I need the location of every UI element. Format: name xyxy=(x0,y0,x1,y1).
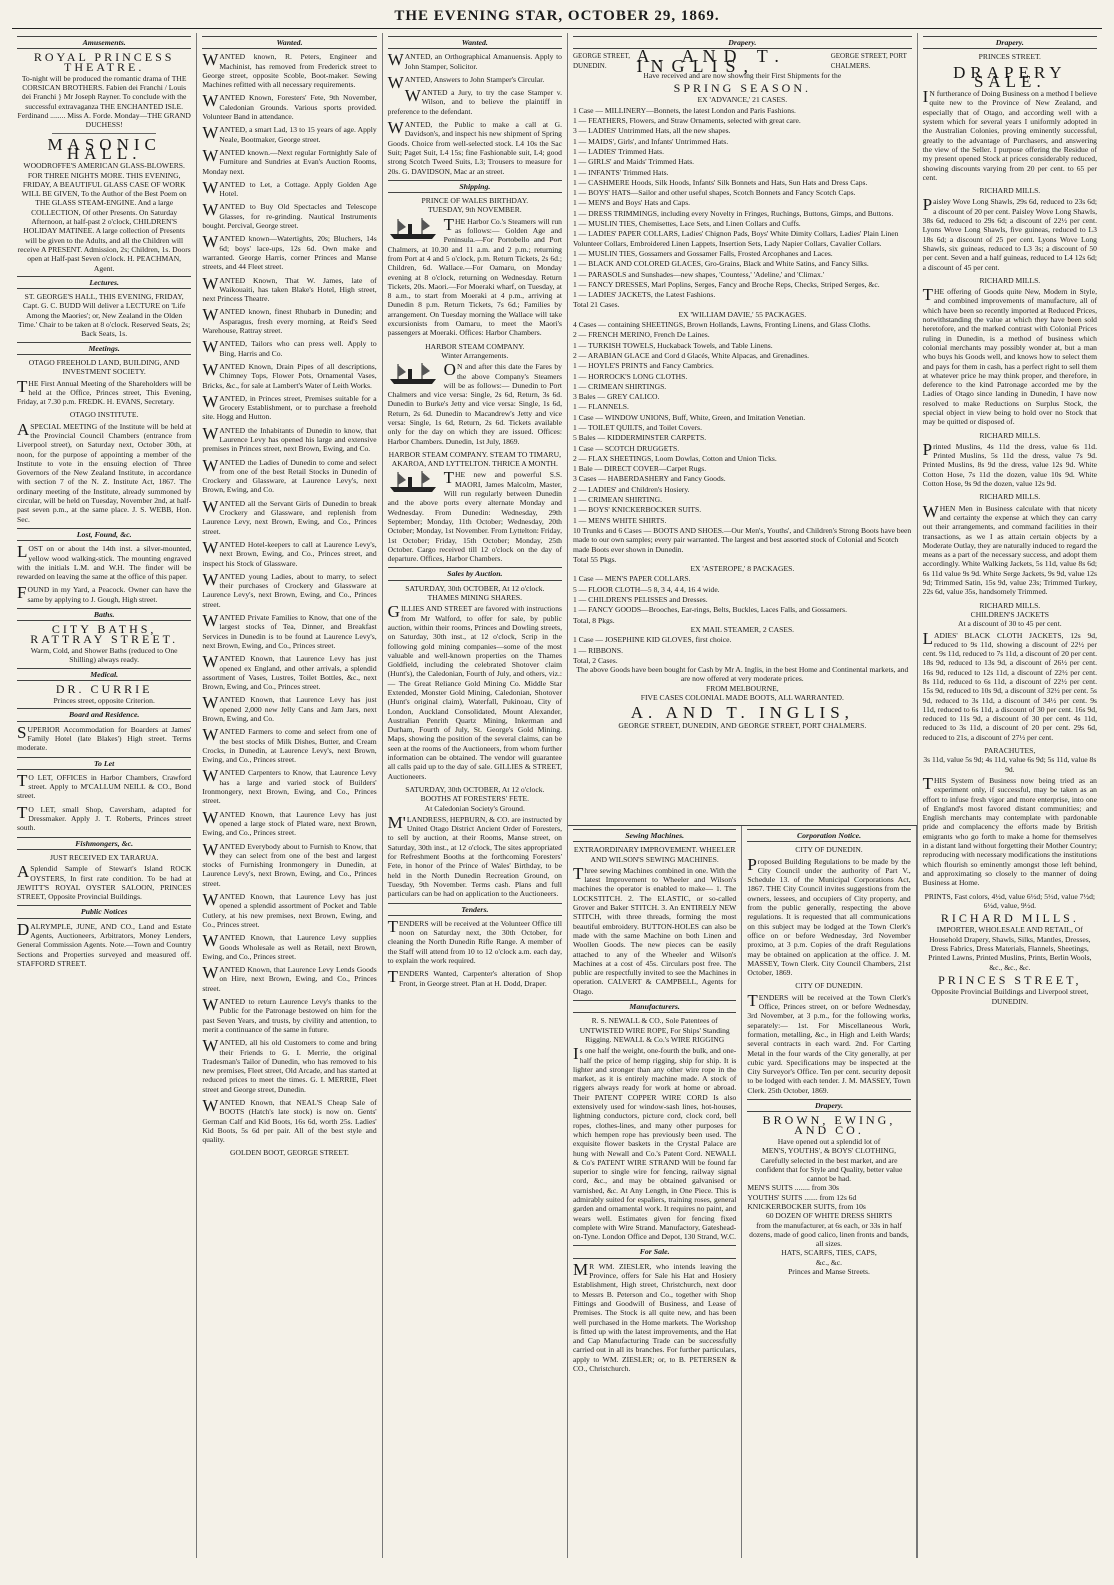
list-item: 1 Case — MILLINERY—Bonnets, the latest London and Paris Fashions. xyxy=(572,105,796,115)
list-item: 1 — CHILDREN'S PELISSES and Dresses. xyxy=(572,595,708,605)
inglis-outro: The above Goods have been bought for Cash by Mr A. Inglis, in the best Home and Continental markets, and are now offered at very moderate prices. xyxy=(576,665,909,684)
list-item: 1 — CRIMEAN SHIRTING. xyxy=(572,495,662,505)
list-item: 5 Bales — KIDDERMINSTER CARPETS. xyxy=(572,433,707,443)
section-wanted: Wanted. xyxy=(202,36,376,49)
list-item: 1 — HOYLE'S PRINTS and Fancy Cambrics. xyxy=(572,361,714,371)
section-medical: Medical. xyxy=(17,668,191,681)
wanted-ad: WANTED Known, Foresters' Fete, 9th November, Caledonian Grounds. Various sports provided. Volunteer Band in attendance. xyxy=(202,91,377,122)
section-drapery: Drapery. xyxy=(923,36,1097,49)
list-item: 1 — CASHMERE Hoods, Silk Hoods, Infants' Silk Bonnets and Hats, Sun Hats and Dress Caps. xyxy=(572,177,868,187)
newall-body: Is one half the weight, one-fourth the bulk, and one-half the price of hemp rigging, ship for ship. It is lighter and stronger than any other wire rope in the market, as it is entirely machine made. A stock of riggers always ready for work at home or abroad. Their PATENT COPPER WIRE CORD Is also extensively used for window-sash lines, hot-houses, lightning conductors, picture cord, clock cord, bell ropes, clothes-lines, and many other purposes for which hempen rope has previously been used. The exquisite flower baskets in the Crystal Palace are hung with Newall and Co.'s Patent Cord. NEWALL & Co's PATENT WIRE STRAND Will be found far superior to single wire for fencing, railway signal cord, &c., and may be obtained galvanised or varnished, &c. At Any Length, in One Piece. This is admirably suited for espaliers, training roses, general garden and ornamental work. It requires no paint, and wears well. Estimates given for fencing fixed complete with Wire Strand. Manufactory, Gateshead-on-Tyne. London Office and Depot, 130 Strand, W.C. xyxy=(572,1044,737,1242)
list-item: 1 — MUSLIN TIES, Gossamers and Gossamer Falls, Frosted Arcophanes and Laces. xyxy=(572,248,833,258)
column-5-lower xyxy=(742,826,916,1558)
board-notice: SUPERIOR Accommodation for Boarders at James' Family Hotel (late Blakes') High street. Terms moderate. xyxy=(17,722,192,753)
wanted-ad: WANTED to Buy Old Spectacles and Telescope Glasses, for re-grinding. Nautical Instruments bought. Percival, George street. xyxy=(202,200,377,231)
theatre-title: ROYAL PRINCESS THEATRE. xyxy=(33,50,175,74)
prince-wales-title: PRINCE OF WALES BIRTHDAY. xyxy=(421,196,529,206)
wanted-ad: WANTED, all his old Customers to come and bring their Friends to G. I. Merrie, the original Tradesman's Tailor of Dunedin, who has removed to his new premises, Fleet street, Old Arcade, and has started at reduced prices to meet the times. G. I. MERRIE, Fleet street and George street, Dunedin. xyxy=(202,1036,377,1094)
ex-advance-total: Total 21 Cases. xyxy=(572,300,620,310)
sale-2-body: M'LANDRESS, HEPBURN, & CO. are instructed by United Otago District Ancient Order of Foresters, to sell by auction, at their Rooms, Manse street, on Saturday, 30th inst., at 12 o'clock, The sites appropriated for Refreshment Booths at the forthcoming Foresters' Fete, in honor of the Prince of Wales' Birthday, to be held in the North Dunedin Recreation Ground, on Tuesday, 9th November. Terms cash. Plans and full particulars can be had on application to the Auctioneers. xyxy=(387,812,562,899)
list-item: 1 — GIRLS' and Maids' Trimmed Hats. xyxy=(572,157,695,167)
sale-2-sub: At Caledonian Society's Ground. xyxy=(424,803,525,813)
harbor-steam-title: HARBOR STEAM COMPANY. xyxy=(425,341,525,351)
wanted-ad: WANTED known.—Next regular Fortnightly Sale of Furniture and Sundries at Evan's Auction Rooms, Monday next. xyxy=(202,145,377,176)
list-item: 5 — FLOOR CLOTH—5 8, 3 4, 4 4, 16 4 wide. xyxy=(572,584,720,594)
paragraph: Printed Muslins, 4s 11d the dress, value 6s 11d. Printed Muslins, 5s 11d the dress, value 7s 9d. Printed Muslins, 8s 9d the dress, value 12s 9d. White Cotton Hose, 7s 11d the dozen, value 10s 9d. White Cotton Hose, 9s 9d the dozen, value 12s 9d. xyxy=(922,439,1097,489)
list-item: 4 Cases — containing SHEETINGS, Brown Hollands, Lawns, Fronting Linens, and Glass Cloths. xyxy=(572,320,871,330)
to-let-2: TO LET, small Shop, Caversham, adapted for Dressmaker. Apply J. T. Roberts, Princes street south. xyxy=(17,802,192,833)
list-item: 1 — MAIDS', Girls', and Infants' Untrimmed Hats. xyxy=(572,136,729,146)
column-2 xyxy=(197,33,382,1558)
list-item: 3 Bales — GREY CALICO. xyxy=(572,392,660,402)
ex-asterope-title: EX 'ASTEROPE,' 8 PACKAGES. xyxy=(690,564,795,574)
fish-body: ASplendid Sample of Stewart's Island ROCK OYSTERS, In first rate condition. To be had at JEWITT'S ROYAL OYSTER SALOON, PRINCES STREET, Opposite Provincial Buildings. xyxy=(17,862,192,902)
masthead: THE EVENING STAR, OCTOBER 29, 1869. xyxy=(12,8,1102,29)
list-item: 1 — FEATHERS, Flowers, and Straw Ornaments, selected with great care. xyxy=(572,116,801,126)
newspaper-page xyxy=(12,8,1102,1568)
newall-title: R. S. NEWALL & CO., Sole Patentees of UNTWISTED WIRE ROPE, For Ships' Standing Rigging. NEWALL & Co.'s WIRE RIGGING xyxy=(579,1016,730,1044)
meeting-body: THE First Annual Meeting of the Shareholders will be held at the Office, Princes street, This Evening, Friday, at 7.30 p.m. FREDK. H. EVANS, Secretary. xyxy=(17,376,192,407)
list-item: 1 — LADIES' Trimmed Hats. xyxy=(572,146,665,156)
wanted-ad: WANTED, an Orthographical Amanuensis. Apply to John Stamper, Solicitor. xyxy=(387,50,562,71)
section-board: Board and Residence. xyxy=(17,708,191,721)
richard-mills-address: Opposite Provincial Buildings and Liverpool street, DUNEDIN. xyxy=(931,987,1089,1006)
wanted-ad: WANTED Known, that Laurence Levy has just opened 2,000 new Jelly Cans and Jam Jars, next Brown, Ewing, and Co. xyxy=(202,693,377,723)
suit-line: YOUTHS' SUITS ....... from 12s 6d xyxy=(747,1192,857,1202)
sale-1-date: SATURDAY, 30th OCTOBER, At 12 o'clock. xyxy=(405,583,545,593)
section-drapery: Drapery. xyxy=(747,1099,910,1112)
tender-1: TENDERS will be received at the Volunteer Office till noon on Saturday next, the 30th October, for cleaning the North Dunedin Rifle Range. A member of the Staff will attend from 10 to 12 o'clock a.m. each day, to explain the work required. xyxy=(387,916,562,966)
section-drapery: Drapery. xyxy=(573,36,912,49)
steamship-icon xyxy=(388,468,440,494)
section-sales: Sales by Auction. xyxy=(388,567,562,580)
wanted-ad: WANTED, in Princes street, Premises suitable for a Grocery Establishment, or to purchase a freehold site. Hogg and Hutton. xyxy=(202,391,377,422)
ex-william-davie-title: EX 'WILLIAM DAVIE,' 55 PACKAGES. xyxy=(678,309,807,319)
column-3 xyxy=(383,33,568,1558)
tender-2: TENDERS Wanted, Carpenter's alteration of Shop Front, in George street. Plan at H. Dodd, Draper. xyxy=(387,967,562,988)
list-item: 1 — RIBBONS. xyxy=(572,645,623,655)
to-let-1: TO LET, OFFICES in Harbor Chambers, Crawford street. Apply to M'CALLUM NEILL & CO., Bond street. xyxy=(17,770,192,801)
suit-line: MEN'S SUITS ........ from 30s xyxy=(747,1183,839,1193)
lost-notice: LOST on or about the 14th inst. a silver-mounted, yellow wood walking-stick. The mounting engraved with the initials L.M. and W.H. The finder will be rewarded on leaving the same at the office of this paper. xyxy=(17,542,192,582)
wanted-ad: WANTED to return Laurence Levy's thanks to the Public for the Patronage bestowed on him for the past Seven Years, and trusts, by civility and attention, to merit a continuance of the same in future. xyxy=(202,995,377,1034)
wanted-ad: WANTED known, R. Peters, Engineer and Machinist, has removed from Frederick street to George street, opposite Scoble, Boot-maker. Sewing Machines refitted with all necessary requirements. xyxy=(202,50,377,90)
list-item: 1 — MUSLIN TIES, Chemisettes, Lace Sets, and Linen Collars and Cuffs. xyxy=(572,219,801,229)
childrens-jackets-sub: At a discount of 30 to 45 per cent. xyxy=(958,619,1062,629)
found-notice: FOUND in my Yard, a Peacock. Owner can have the same by applying to J. Gough, High street. xyxy=(17,583,192,604)
wanted-ad: WANTED Known, that Laurence Levy has just opened a splendid assortment of Pocket and Table Cutlery, at his new premises, next Brown, Ewing, and Co., Princes street. xyxy=(202,890,377,929)
list-item: 1 — MEN'S WHITE SHIRTS. xyxy=(572,515,667,525)
list-item: 2 — LADIES' and Children's Hosiery. xyxy=(572,484,690,494)
wanted-ad: WANTED Known, Drain Pipes of all descriptions, Chimney Tops, Flower Pots, Ornamental Vases, Bricks, &c., for sale at Lambert's Water of Leith Works. xyxy=(202,359,377,390)
princes-street: PRINCES STREET. xyxy=(978,52,1041,62)
section-baths: Baths. xyxy=(17,608,191,621)
inglis-right-address: GEORGE STREET, PORT CHALMERS. xyxy=(830,52,907,70)
masonic-body: WOODROFFE'S AMERICAN GLASS-BLOWERS. FOR THREE NIGHTS MORE. THIS EVENING, FRIDAY, A BEAUTIFUL GLASS CASE OF WORK WILL BE GIVEN, To the Author of the Best Poem on THE GLASS STEAM-ENGINE. And a large COLLECTION, Of other Presents. On Saturday Afternoon, at half-past 2 o'clock, CHILDREN'S HOLIDAY MATINEE. A large collection of Presents will be given to the Adults, and all the Children will receive A PRESENT. Admission, 2s; Children, 1s. Doors open at Half-past Seven o'clock. H. PEACHMAN, Agent. xyxy=(17,161,191,273)
baths-title: CITY BATHS, RATTRAY STREET. xyxy=(30,622,179,646)
list-item: 1 — INFANTS' Trimmed Hats. xyxy=(572,167,669,177)
list-item: 1 Case — MEN'S PAPER COLLARS. xyxy=(572,574,691,584)
lower-columns xyxy=(568,825,917,1558)
signature: RICHARD MILLS. xyxy=(979,600,1041,610)
institute-body: ASPECIAL MEETING of the Institute will be held at the Provincial Council Chambers (entrance from Liverpool street), on Saturday next, October 30th, at noon, for the purpose of appointing a member of the Institute to vote in the ensuing election of Three Governors of the New Zealand Institute, in accordance with section 7 of the N. Z. Institute Act, 1867. The ordinary meeting of the Institute, already summoned by circular, will be held on Tuesday, November 2nd, at half-past seven p.m., at the same place. J. S. WEBB, Hon. Sec. xyxy=(17,419,192,524)
paragraph: Paisley Wove Long Shawls, 29s 6d, reduced to 23s 6d; a discount of 20 per cent. Paisley Wove Long Shawls, 38s 6d, reduced to 29s 6d; a discount of 22½ per cent. Lyons Wove Long Shawls, five guineas, reduced to L3 18s 6d; a discount of 25 per cent. Lyons Wove Long Shawls, six guineas, reduced to L3 3s; a discount of 50 per cent. Seven and a half guineas, reduced to L4 12s 6d; a discount of 45 per cent. xyxy=(922,195,1097,272)
list-item: 1 — TURKISH TOWELS, Huckaback Towels, and Table Linens. xyxy=(572,340,773,350)
list-item: 3 Cases — HABERDASHERY and Fancy Goods. xyxy=(572,474,726,484)
prince-wales-date: TUESDAY, 9th NOVEMBER. xyxy=(427,205,522,215)
list-item: 1 — HORROCK'S LONG CLOTHS. xyxy=(572,371,688,381)
divider xyxy=(52,133,157,134)
harbor-steam-body: ON and after this date the Fares by the above Company's Steamers will be as follows:— Dunedin to Port Chalmers and vice versa: Single, 2s 6d, Return, 3s 6d. Dunedin to Burke's Jetty and vice versa: Single, 1s 6d, Return, 2s 6d. Dunedin to Macandrew's Jetty and vice versa: Single, 1s 6d, Return, 2s 6d. Tickets available only for the day on which they are issued. Offices: Harbor Chambers. Dunedin, 1st July, 1869. xyxy=(387,360,562,446)
wanted-ad: WANTED Carpenters to Know, that Laurence Levy has a large and varied stock of Builders' Ironmongery, next Brown, Ewing, and Co., Princes street. xyxy=(202,766,377,806)
brown-ewing-clothing: MEN'S, YOUTHS', & BOYS' CLOTHING, xyxy=(762,1146,896,1156)
section-for-sale: For Sale. xyxy=(573,1245,736,1258)
signature: RICHARD MILLS. xyxy=(979,492,1041,502)
masonic-title: MASONIC HALL. xyxy=(47,134,161,163)
list-item: 1 — BOYS' HATS—Sailor and other useful shapes, Scotch Bonnets and Fancy Scotch Caps. xyxy=(572,188,856,198)
wanted-ad: WANTED Private Families to Know, that one of the largest stocks of Tea, Dinner, and Breakfast Services in Dunedin is to be found at Laurence Levy's, next Brown, Ewing, and Co., Princes street. xyxy=(202,611,377,650)
list-item: 3 — LADIES' Untrimmed Hats, all the new shapes. xyxy=(572,126,731,136)
paragraph: IN furtherance of Doing Business on a method I believe quite new to the Province of New Zealand, and especially that of Otago, and according well with a system which for several years I uniformly adopted in the Australian Colonies, proving eminently successful, greatly to the advantage of Purchasers, and answering the view of the Seller. I purpose offering the Residue of my present opened Stock at prices considerably reduced, showing discounts varying from 20 per cent. to 65 per cent. xyxy=(922,87,1097,182)
list-item: 1 Bale — DIRECT COVER—Carpet Rugs. xyxy=(572,464,707,474)
section-manufacturers: Manufacturers. xyxy=(573,1000,736,1013)
richard-mills-title: RICHARD MILLS. xyxy=(940,911,1079,926)
list-item: 1 — PARASOLS and Sunshades—new shapes, 'Countess,' 'Adeline,' and 'Climax.' xyxy=(572,269,825,279)
sewing-body: Three sewing Machines combined in one. With the latest Improvement to Wheeler and Wilson's machines the operator is enabled to make— 1. The LOCKSTITCH. 2. The ELASTIC, or so-called Grover and Baker STITCH. 3. An ENTIRELY NEW STITCH, with three threads, forming the most beautiful embroidery. BUTTON-HOLES can also be made with the same Machine on both Linen and Woollen Goods. The new pieces can be easily attached to any of the Wheeler and Wilson's Machines at a cost of 45s. Circulars post free. The public are respectfully invited to see the Machines in operation. CALVERT & CAMPBELL, Agents for Otago. xyxy=(572,863,737,996)
corp-1-title: CITY OF DUNEDIN. xyxy=(795,845,863,855)
section-lectures: Lectures. xyxy=(17,276,191,289)
wanted-ad: WANTED Known, that Laurence Levy supplies Goods Wholesale as well as Retail, next Brown, Ewing, and Co., Princes street. xyxy=(202,931,377,961)
paragraph: WHEN Men in Business calculate with that nicety and certainty the expense at which they can carry out their arrangements, and command facilities in their transactions, as we I as attain certain objects by a Moderate Outlay, they are naturally induced to regard the means as a part of the necessary success, and adopt them accordingly. White Walking Jackets, 5s 11d, value 8s 6d; 6s 11d value 9s 9d. White Serge Jackets, 9s 9d, value 12s 9d; Trimmed Satin, 15s 9d, value 23s; Trimmed Turkey, 22s 6d, value 35s, handsomely Trimmed. xyxy=(922,501,1097,597)
theatre-body: To-night will be produced the romantic drama of THE CORSICAN BROTHERS. Fabien dei Franchi / Louis dei Franchi } Mr Joseph Rayner. To conclude with the successful extravaganza THE ENCHANTED ISLE. Ferdinand ........ Miss A. Forde. Monday—THE GRAND DUCHESS! xyxy=(17,73,191,130)
brown-ewing-body-2: Carefully selected in the best market, and are confident that for Style and Quality, better value cannot be had. xyxy=(755,1155,903,1184)
wanted-ad: WANTED known—Watertights, 20s; Bluchers, 14s 6d; boys' lace-ups, 12s 6d. Own make and warranted. George Harris, corner Princes and Manse streets, and 44 Fleet street. xyxy=(202,232,377,272)
harbor-steam-2-title: HARBOR STEAM COMPANY. STEAM TO TIMARU, AKAROA, AND LYTTELTON. THRICE A MONTH. xyxy=(388,449,561,469)
list-item: 1 — LADIES' JACKETS, the Latest Fashions. xyxy=(572,290,716,300)
column-1 xyxy=(12,33,197,1558)
wanted-ad: WANTED Known, that Laurence Levy Lends Goods on Hire, next Brown, Ewing, and Co., Princes street. xyxy=(202,963,377,993)
section-tenders: Tenders. xyxy=(388,903,562,916)
inglis-address: GEORGE STREET, DUNEDIN, AND GEORGE STREET, PORT CHALMERS. xyxy=(618,720,867,730)
wanted-ad: WANTED, the Public to make a call at G. Davidson's, and inspect his new shipment of Spring Goods. Choice from well-selected stock. L4 10s the Sac Suit; Paget Suit, L4 15s; fine Fashionable suit, L4; good strong Scotch Tweed Suits, L3; Trousers to measure for 20s. G. DAVIDSON, Mac ar an street. xyxy=(387,118,562,176)
wanted-ad: WANTED Known, that Laurence Levy has just opened ex England, and other arrivals, a splendid assortment of Vases, Lustres, Toilet Bottles, &c., next Brown, Ewing, and Co., Princes street. xyxy=(202,652,377,692)
baths-body: Warm, Cold, and Shower Baths (reduced to One Shilling) always ready. xyxy=(30,645,178,665)
brown-ewing-address: Princes and Manse Streets. xyxy=(788,1267,870,1277)
signature: RICHARD MILLS. xyxy=(979,186,1041,196)
section-to-let: To Let xyxy=(17,757,191,770)
sale-1-body: GILLIES AND STREET are favored with instructions from Mr Walford, to offer for sale, by public auction, within their rooms, Princes and Dowling streets, on Saturday, 30th inst., at 12 o'clock, Scrip in the following gold mining companies—some of the most valuable and well-known properties on the Thames Goldfield, including the celebrated Shotover claim (Hunt's), the Caledonian, Fourth of July, and others, viz.:— The Great Reliance Gold Mining Co. Middle Star Extended, Monster Gold Mining, Caledonian, Shotover (Hunt's original claim), Waterfall, Pukinoau, City of London, Auckland Consolidated, Mount Alexander, Australian Penrith Quartz Mining, Inkerman and Durham, Fourth of July, St. George's Gold Mining. Maps, showing the position of the several claims, can be seen at the rooms of the Auctioneers, from whom further information can be obtained. The vendor will guarantee all calls paid up to the day of sale. GILLIES & STREET, Auctioneers. xyxy=(387,602,562,781)
wanted-ad: WANTED Farmers to come and select from one of the best stocks of Milk Dishes, Butter, and Cream Crocks, in Dunedin, at Laurence Levy's, next Brown, Ewing, and Co., Princes street. xyxy=(202,725,377,765)
wanted-ad: WANTED the Inhabitants of Dunedin to know, that Laurence Levy has opened his large and extensive premises in Princes street, next Brown, Ewing, and Co. xyxy=(202,423,377,454)
list-item: 1 — FANCY GOODS—Brooches, Ear-rings, Belts, Buckles, Laces Falls, and Gossamers. xyxy=(572,605,848,615)
prince-wales-body: THE Harbor Co.'s Steamers will run as follows:— Golden Age and Peninsula.—For Portobello and Port Chalmers, at 10.30 and 11 a.m. and 2 p.m.; returning from Port at 4 and 5 o'clock, p.m. Return Tickets, 2s 6d.; Children, 6d. Wallace.—For Oamaru, on Monday evening at 8 o'clock, returning on Wednesday. Return Tickets, 20s. Maori.—For Moeraki wharf, on Tuesday, at 8 a.m., to start from Moeraki at 4 p.m., arriving at Dunedin 8 p.m. Return Tickets, 7s 6d.; Families by arrangement. On Tuesday morning the Wallace will take excursionists from Oamaru, to meet the Maori's passengers at Moeraki. Offices: Harbor Chambers. xyxy=(387,214,562,338)
wanted-ad: WANTED, a smart Lad, 13 to 15 years of age. Apply Neale, Bootmaker, George street. xyxy=(202,123,377,144)
wanted-ad: WANTED Everybody about to Furnish to Know, that they can select from one of the best and largest stocks of Furnishing Ironmongery in Dunedin, at Laurence Levy's, next Brown, Ewing, and Co., Princes street. xyxy=(202,839,377,888)
ex-mail-steamer-title: EX MAIL STEAMER, 2 CASES. xyxy=(690,624,795,634)
season-title: SPRING SEASON. xyxy=(673,81,811,96)
parachutes-title: PARACHUTES, xyxy=(984,746,1036,756)
lecture-body: ST. GEORGE'S HALL, THIS EVENING, FRIDAY, Capt. G. C. BUDD Will deliver a LECTURE on 'Life Among the Maories'; or, New Zealand in the Olden Time.' Chair to be taken at 8 o'clock. Reserved Seats, 2s; Back Seats, 1s. xyxy=(18,292,191,339)
list-item: 2 — ARABIAN GLACE and Cord d Glacés, White Alpacas, and Grenadines. xyxy=(572,350,810,360)
sewing-title: EXTRAORDINARY IMPROVEMENT. WHEELER AND WILSON'S SEWING MACHINES. xyxy=(573,845,736,864)
corp-2-title: CITY OF DUNEDIN. xyxy=(795,981,863,991)
section-wanted: Wanted. xyxy=(388,36,562,49)
wanted-list xyxy=(202,52,376,1144)
list-item: 1 — MEN'S and Boys' Hats and Caps. xyxy=(572,198,691,208)
brown-ewing-body: Have opened out a splendid lot of xyxy=(777,1136,881,1146)
brown-ewing-etc: &c., &c. xyxy=(815,1257,843,1267)
section-public-notices: Public Notices xyxy=(17,905,191,918)
steamship-icon xyxy=(388,215,440,241)
list-item: 10 Trunks and 6 Cases — BOOTS AND SHOES.—Our Men's, Youths', and Children's Strong Boots have been made to our own samples; every pair warranted. The largest and best assorted stock of Colonial and Scotch made Boots ever shown in Dunedin. xyxy=(572,525,912,554)
medical-title: DR. CURRIE xyxy=(55,681,153,696)
medical-body: Princes street, opposite Criterion. xyxy=(53,696,155,706)
section-fishmongers: Fishmongers, &c. xyxy=(17,837,191,850)
wanted-ad: WANTED Known, That W. James, late of Waikouaiti, has taken Blake's Hotel, High street, next Princess Theatre. xyxy=(202,273,377,304)
list-item: 1 — DRESS TRIMMINGS, including every Novelty in Fringes, Ruchings, Buttons, Gimps, and Buttons. xyxy=(572,208,894,218)
list-item: 2 — FLAX SHEETINGS, Loom Dowlas, Cotton and Union Ticks. xyxy=(572,453,777,463)
golden-boot-footer: GOLDEN BOOT, GEORGE STREET. xyxy=(230,1148,349,1158)
list-item: 1 — TOILET QUILTS, and Toilet Covers. xyxy=(572,422,702,432)
column-4-lower xyxy=(568,826,742,1558)
section-shipping: Shipping. xyxy=(388,180,562,193)
columns xyxy=(12,33,1102,1558)
wanted-ad: WANTED all the Servant Girls of Dunedin to break Crockery and Glassware, and replenish from Laurence Levy, next Brown, Ewing, and Co., Princes street. xyxy=(202,496,377,536)
list-item: 1 — BOYS' KNICKERBOCKER SUITS. xyxy=(572,505,702,515)
ex-mail-steamer-total: Total, 2 Cases. xyxy=(572,655,618,665)
sale-1-title: THAMES MINING SHARES. xyxy=(427,593,522,603)
section-meetings: Meetings. xyxy=(17,342,191,355)
institute-title: OTAGO INSTITUTE. xyxy=(69,410,139,420)
paragraph: THIS System of Business now being tried as an experiment only, if successful, may be taken as an effort to infuse fresh vigor and more enterprise, into one of England's most favored distant communities; and English merchants may contemplate with pardonable pride and complacency the efforts made by British emigrants who go forth to make a home for themselves in a distant land without forgetting their Mother Country; reproducing with necessary modifications the institutions which flourish so eminently amongst those left behind, and approximating so closely to the manner of doing Business at Home. xyxy=(922,773,1097,888)
list-item: 1 — CRIMEAN SHIRTINGS. xyxy=(572,381,667,391)
list-item: 2 — FRENCH MERINO, French De Laines. xyxy=(572,330,710,340)
corp-1-body: Proposed Building Regulations to be made by the City Council under the authority of Part V., Schedule 13. of the Municipal Corporations Act, 1867. THE City Council invites suggestions from the owners, lessees, and occupiers of City property, and from the public generally, respecting the above regulations. It is requested that all communications on this subject may be lodged at the Town Clerk's office on or before Wednesday, 3rd November proximo, at 3 p.m. Copies of the draft Regulations may be obtained on application at the office. J. M. MASSEY, Town Clerk. City Council Chambers, 21st October, 1869. xyxy=(747,854,911,978)
inglis-intro: Have received and are now showing their First Shipments for the xyxy=(643,70,842,80)
brown-ewing-title: BROWN, EWING, AND CO. xyxy=(762,1113,896,1137)
harbor-steam-2-body: THE new and powerful S.S. MAORI, James Malcolm, Master, Will run regularly between Dunedin and the above ports every alternate Monday and Wednesday. From Dunedin: Wednesday, 29th September; Monday, 11th October; Wednesday, 20th October; Monday, 1st November. From Lyttelton: Friday, 1st October; Friday, 15th October; Monday, 25th October. Cargo received till 12 o'clock on the day of departure. Offices, Harbor Chambers. xyxy=(387,468,562,564)
wanted-ad: WANTED Known, that NEAL'S Cheap Sale of BOOTS (Hatch's late stock) is now on. Gents' German Calf and Kid Boots, 16s 6d, worth 25s. Ladies' Kid Boots, 5s 6d per pair. All of the best style and quality. xyxy=(202,1095,377,1145)
harbor-steam-sub: Winter Arrangements. xyxy=(441,350,509,360)
wanted-ad: WANTED, Tailors who can press well. Apply to Bing, Harris and Co. xyxy=(202,337,377,358)
brown-ewing-hats: HATS, SCARFS, TIES, CAPS, xyxy=(781,1248,877,1258)
list-item: 1 — FLANNELS. xyxy=(572,402,629,412)
signature: RICHARD MILLS. xyxy=(979,430,1041,440)
wanted-ad: WANTED, Answers to John Stamper's Circular. xyxy=(387,72,545,92)
steamship-icon xyxy=(388,360,440,386)
section-lost-found: Lost, Found, &c. xyxy=(17,528,191,541)
wanted-ad: WANTED Known, that Laurence Levy has just opened a large stock of Plated ware, next Brown, Ewing, and Co., Princes street. xyxy=(202,807,377,838)
inglis-name: A. AND T. INGLIS, xyxy=(636,46,787,76)
prints-line: PRINTS, Fast colors, 4½d, value 6½d; 5½d, value 7½d; 6½d, value, 9½d. xyxy=(924,891,1096,910)
sale-2-date: SATURDAY, 30th OCTOBER, At 12 o'clock. xyxy=(405,784,545,794)
richard-mills-body: IMPORTER, WHOLESALE AND RETAIL, Of Household Drapery, Shawls, Silks, Mantles, Dresses, Dress Fabrics, Dress Materials, Flannels, Sheetings, Printed Lawns, Printed Muslins, Prints, Berlin Wools, &c., &c., &c. xyxy=(928,925,1092,972)
section-amusements: Amusements. xyxy=(17,36,191,49)
drapery-sale-title: DRAPERY SALE. xyxy=(953,62,1067,91)
brown-ewing-shirts: 60 DOZEN OF WHITE DRESS SHIRTS xyxy=(765,1211,893,1221)
ex-asterope-total: Total, 8 Pkgs. xyxy=(572,615,615,625)
inglis-drapery-ad xyxy=(568,33,917,825)
signature: RICHARD MILLS. xyxy=(979,275,1041,285)
parachutes-body: 3s 11d, value 5s 9d; 4s 11d, value 6s 9d; 5s 11d, value 8s 9d. xyxy=(923,755,1097,774)
list-item: 1 — LADIES' PAPER COLLARS, Ladies' Chignon Pads, Boys' White Dimity Collars, Ladies' Plain Linen Volunteer Collars, Embroidered Linen Lappets, Insertion Sets, Lady Napier Collars, Cavalier Collars. xyxy=(572,229,899,248)
wanted-ad: WANTED young Ladies, about to marry, to select their purchases of Crockery and Glassware at Laurence Levy's, next Brown, Ewing, and Co., Princes street. xyxy=(202,569,377,609)
meeting-title: OTAGO FREEHOLD LAND, BUILDING, AND INVESTMENT SOCIETY. xyxy=(28,357,180,377)
inglis-left-address: GEORGE STREET, DUNEDIN. xyxy=(572,52,631,70)
childrens-jackets-title: CHILDREN'S JACKETS xyxy=(970,609,1049,619)
public-notice: DALRYMPLE, JUNE, AND CO., Land and Estate Agents, Auctioneers, Arbitrators, Money Lenders, General Commission Agents. Note.—Town and Country Sections and Properties surveyed and measured off. STAFFORD STREET. xyxy=(17,919,192,968)
ex-william-davie-total: Total 55 Pkgs. xyxy=(572,554,617,564)
list-item: 1 Case — SCOTCH DRUGGETS. xyxy=(572,443,680,453)
section-sewing: Sewing Machines. xyxy=(573,829,736,842)
melbourne-boots: FIVE CASES COLONIAL MADE BOOTS, ALL WARRANTED. xyxy=(640,693,844,702)
brown-ewing-body-3: from the manufacturer, at 6s each, or 33s in half dozens, made of good calico, linen fronts and bands, all sizes. xyxy=(749,1220,909,1249)
column-6 xyxy=(918,33,1102,1558)
paragraph: THE offering of Goods quite New, Modern in Style, and combined improvements of manufacture, all of which have been so recently imported at Reduced Prices, notwithstanding the value at which they have been sold heretofore, and the marked contrast with Colonial Prices ruling in Dunedin, is a method of business which colonial merchants may possibly wonder at, but a man who buys his Goods well, and knows how to select them and pays for them in cash, has a perfect right to sell them at whatever price he may think proper, and therefore, in deference to the kind Patronage accorded me by the Ladies of Otago since landing in Dunedin, I have now resolved to make Reductions on Surplus Stock, the special object in view being to hold over no Stock that may be quitted or disposed of. xyxy=(922,285,1097,427)
ziesler-notice: MR WM. ZIESLER, who intends leaving the Province, offers for Sale his Hat and Hosiery Establishment, High street, Christchurch, next door to Messrs B. Peterson and Co., together with Shop Fittings and Goodwill of Business, and Lease of Premises. The Stock is all quite new, and has been well purchased in the Home markets. The Workshop is fitted up with the latest improvements, and the Hat and Cap Manufacturing Trade can be successfully carried out in all its branches. For further particulars, apply to WM. ZIESLER; or, to B. PETERSEN & CO., Christchurch. xyxy=(572,1259,737,1374)
wanted-ad: WANTED a Jury, to try the case Stamper v. Wilson, and to believe the plaintiff in preference to the defendant. xyxy=(387,86,562,116)
melbourne-line: FROM MELBOURNE, xyxy=(706,683,779,693)
fish-title: JUST RECEIVED EX TARARUA. xyxy=(49,852,159,862)
list-item: 1 Case — JOSEPHINE KID GLOVES, first choice. xyxy=(572,635,732,645)
list-item: 1 — BLACK AND COLORED GLACES, Gro-Grains, Black and White Satins, and Fancy Silks. xyxy=(572,259,869,269)
corp-2-body: TENDERS will be received at the Town Clerk's Office, Princes street, on or before Wednesday, 3rd November, at 3 p.m., for the following works, separately:— 1st. For Miscellaneous Work, formation, metalling, &c., in High and Leith Wards; several contracts in each ward. 2nd. For Carting Metal in the four wards of the City generally, at per cubic yard. Specifications may be inspected at the City Surveyor's Office. Ten per cent. security deposit to be lodged with each tender. J. M. MASSEY, Town Clerk. 25th October, 1869. xyxy=(747,990,911,1095)
ex-advance-title: EX 'ADVANCE,' 21 CASES. xyxy=(697,95,788,105)
wanted-ad: WANTED to Let, a Cottage. Apply Golden Age Hotel. xyxy=(202,177,377,199)
paragraph: LADIES' BLACK CLOTH JACKETS, 12s 9d, reduced to 9s 11d, showing a discount of 22½ per cent. 9s 11d, reduced to 7s 11d, a discount of 20 per cent. 18s 9d, reduced to 13s 9d, a discount of 26½ per cent. 16s 9d, reduced to 12s 11d, a discount of 22½ per cent. 8s 11d, reduced to 6s 11d, a discount of 22½ per cent. 15s 9d, reduced to 10s 9d, a discount of 32½ per cent. 5s 9d, reduced to 3s 11d, a discount of 34½ per cent. 9s 11d, reduced to 6s 11d, a discount of 30 per cent. 16s 9d, reduced to 11s 9d, a discount of 30 per cent. 4s 11d, reduced to 3s 11d, a discount of 20 per cent. 29s 6d, reduced to 21s, a discount of 27½ per cent. xyxy=(922,628,1097,742)
columns-4-5 xyxy=(568,33,918,1558)
wanted-ad: WANTED known, finest Rhubarb in Dunedin; and Asparagus, fresh every morning, at Reid's Seed Warehouse, Rattray street. xyxy=(202,305,377,336)
inglis-big-name: A. AND T. INGLIS, xyxy=(630,703,854,723)
wanted-ad: WANTED the Ladies of Dunedin to come and select from one of the best Retail Stocks in Dunedin of Crockery and Glassware, at Laurence Levy's, next Brown, Ewing, and Co. xyxy=(202,455,377,495)
list-item: 1 — FANCY DRESSES, Marl Poplins, Serges, Fancy and Broche Reps, Checks, Striped Serges, &c. xyxy=(572,279,880,289)
sale-2-title: BOOTHS AT FORESTERS' FETE. xyxy=(420,794,530,804)
richard-mills-street: PRINCES STREET, xyxy=(938,972,1082,987)
section-corporation: Corporation Notice. xyxy=(747,829,910,842)
suit-line: KNICKERBOCKER SUITS, from 10s xyxy=(747,1201,866,1211)
wanted-ad: WANTED Hotel-keepers to call at Laurence Levy's, next Brown, Ewing, and Co., Princes street, and inspect his Stock of Glassware. xyxy=(202,537,377,568)
list-item: 1 Case — WINDOW UNIONS, Buff, White, Green, and Imitation Venetian. xyxy=(572,412,806,422)
